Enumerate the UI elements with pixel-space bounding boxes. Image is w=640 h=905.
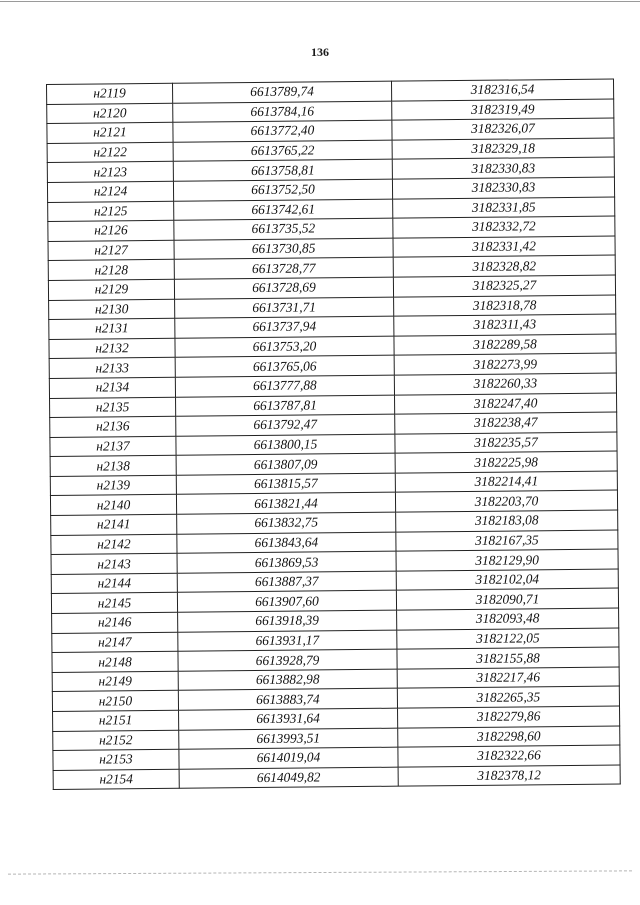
x-coordinate-cell: 6613869,53 (177, 551, 396, 573)
x-coordinate-cell: 6613777,88 (175, 375, 394, 397)
x-coordinate-cell: 6613728,69 (174, 277, 393, 299)
point-id-cell: н2122 (47, 142, 173, 163)
y-coordinate-cell: 3182217,46 (397, 667, 619, 689)
point-id-cell: н2128 (48, 260, 174, 281)
point-id-cell: н2121 (47, 122, 173, 143)
point-id-cell: н2154 (53, 769, 179, 790)
point-id-cell: н2119 (47, 83, 173, 104)
point-id-cell: н2137 (50, 436, 176, 457)
y-coordinate-cell: 3182330,83 (392, 177, 614, 199)
y-coordinate-cell: 3182129,90 (396, 549, 618, 571)
point-id-cell: н2130 (49, 299, 175, 320)
point-id-cell: н2146 (52, 612, 178, 633)
y-coordinate-cell: 3182322,66 (398, 745, 620, 767)
x-coordinate-cell: 6613882,98 (178, 669, 397, 691)
point-id-cell: н2124 (47, 181, 173, 202)
point-id-cell: н2152 (53, 730, 179, 751)
point-id-cell: н2126 (48, 220, 174, 241)
table-row (53, 765, 620, 790)
y-coordinate-cell: 3182090,71 (396, 588, 618, 610)
x-coordinate-cell: 6613928,79 (178, 649, 397, 671)
x-coordinate-cell: 6613737,94 (175, 316, 394, 338)
point-id-cell: н2143 (51, 554, 177, 575)
y-coordinate-cell: 3182319,49 (392, 99, 614, 121)
y-coordinate-cell: 3182183,08 (396, 510, 618, 532)
point-id-cell: н2134 (49, 377, 175, 398)
point-id-cell: н2131 (49, 318, 175, 339)
x-coordinate-cell: 6613907,60 (177, 591, 396, 613)
x-coordinate-cell: 6613735,52 (174, 218, 393, 240)
x-coordinate-cell: 6613765,06 (175, 355, 394, 377)
point-id-cell: н2144 (51, 573, 177, 594)
y-coordinate-cell: 3182326,07 (392, 118, 614, 140)
x-coordinate-cell: 6613784,16 (173, 101, 392, 123)
y-coordinate-cell: 3182325,27 (393, 275, 615, 297)
point-id-cell: н2120 (47, 103, 173, 124)
x-coordinate-cell: 6613730,85 (174, 238, 393, 260)
y-coordinate-cell: 3182330,83 (392, 157, 614, 179)
x-coordinate-cell: 6613758,81 (173, 160, 392, 182)
y-coordinate-cell: 3182328,82 (393, 255, 615, 277)
x-coordinate-cell: 6613800,15 (176, 434, 395, 456)
x-coordinate-cell: 6613753,20 (175, 336, 394, 358)
x-coordinate-cell: 6613765,22 (173, 140, 392, 162)
x-coordinate-cell: 6613752,50 (173, 179, 392, 201)
x-coordinate-cell: 6613787,81 (176, 395, 395, 417)
y-coordinate-cell: 3182329,18 (392, 138, 614, 160)
y-coordinate-cell: 3182093,48 (397, 608, 619, 630)
x-coordinate-cell: 6613807,09 (176, 453, 395, 475)
y-coordinate-cell: 3182316,54 (391, 79, 613, 101)
x-coordinate-cell: 6613883,74 (178, 689, 397, 711)
x-coordinate-cell: 6613821,44 (176, 493, 395, 515)
y-coordinate-cell: 3182238,47 (395, 412, 617, 434)
point-id-cell: н2147 (52, 632, 178, 653)
point-id-cell: н2145 (51, 593, 177, 614)
y-coordinate-cell: 3182214,41 (395, 471, 617, 493)
coordinates-table-wrapper (46, 79, 620, 791)
y-coordinate-cell: 3182235,57 (395, 432, 617, 454)
x-coordinate-cell: 6613931,64 (179, 708, 398, 730)
y-coordinate-cell: 3182273,99 (394, 353, 616, 375)
y-coordinate-cell: 3182122,05 (397, 628, 619, 650)
x-coordinate-cell: 6613843,64 (177, 532, 396, 554)
y-coordinate-cell: 3182203,70 (395, 491, 617, 513)
point-id-cell: н2123 (47, 162, 173, 183)
point-id-cell: н2151 (53, 710, 179, 731)
point-id-cell: н2129 (48, 279, 174, 300)
point-id-cell: н2139 (50, 475, 176, 496)
x-coordinate-cell: 6613832,75 (177, 512, 396, 534)
x-coordinate-cell: 6614019,04 (179, 747, 398, 769)
x-coordinate-cell: 6613993,51 (179, 728, 398, 750)
x-coordinate-cell: 6613931,17 (178, 630, 397, 652)
point-id-cell: н2141 (51, 514, 177, 535)
point-id-cell: н2149 (52, 671, 178, 692)
point-id-cell: н2153 (53, 749, 179, 770)
point-id-cell: н2138 (50, 456, 176, 477)
x-coordinate-cell: 6613887,37 (177, 571, 396, 593)
x-coordinate-cell: 6613728,77 (174, 258, 393, 280)
point-id-cell: н2150 (52, 691, 178, 712)
point-id-cell: н2132 (49, 338, 175, 359)
y-coordinate-cell: 3182378,12 (398, 765, 620, 787)
point-id-cell: н2127 (48, 240, 174, 261)
y-coordinate-cell: 3182260,33 (394, 373, 616, 395)
y-coordinate-cell: 3182298,60 (398, 726, 620, 748)
y-coordinate-cell: 3182265,35 (397, 686, 619, 708)
y-coordinate-cell: 3182167,35 (396, 530, 618, 552)
point-id-cell: н2133 (49, 358, 175, 379)
y-coordinate-cell: 3182331,85 (393, 197, 615, 219)
point-id-cell: н2142 (51, 534, 177, 555)
point-id-cell: н2148 (52, 651, 178, 672)
y-coordinate-cell: 3182247,40 (394, 393, 616, 415)
point-id-cell: н2125 (48, 201, 174, 222)
coordinates-table-body (47, 79, 621, 790)
page-number: 136 (311, 45, 329, 59)
y-coordinate-cell: 3182225,98 (395, 451, 617, 473)
y-coordinate-cell: 3182311,43 (394, 314, 616, 336)
x-coordinate-cell: 6613772,40 (173, 120, 392, 142)
y-coordinate-cell: 3182155,88 (397, 647, 619, 669)
x-coordinate-cell: 6614049,82 (179, 767, 398, 789)
point-id-cell: н2140 (50, 495, 176, 516)
y-coordinate-cell: 3182332,72 (393, 216, 615, 238)
coordinates-table (46, 79, 621, 791)
y-coordinate-cell: 3182279,86 (398, 706, 620, 728)
top-rule (0, 1, 640, 2)
x-coordinate-cell: 6613792,47 (176, 414, 395, 436)
y-coordinate-cell: 3182289,58 (394, 334, 616, 356)
x-coordinate-cell: 6613731,71 (175, 297, 394, 319)
x-coordinate-cell: 6613815,57 (176, 473, 395, 495)
point-id-cell: н2136 (50, 416, 176, 437)
y-coordinate-cell: 3182331,42 (393, 236, 615, 258)
x-coordinate-cell: 6613918,39 (178, 610, 397, 632)
y-coordinate-cell: 3182102,04 (396, 569, 618, 591)
x-coordinate-cell: 6613742,61 (174, 199, 393, 221)
point-id-cell: н2135 (50, 397, 176, 418)
bottom-rule (8, 870, 632, 874)
y-coordinate-cell: 3182318,78 (394, 295, 616, 317)
x-coordinate-cell: 6613789,74 (172, 81, 391, 103)
